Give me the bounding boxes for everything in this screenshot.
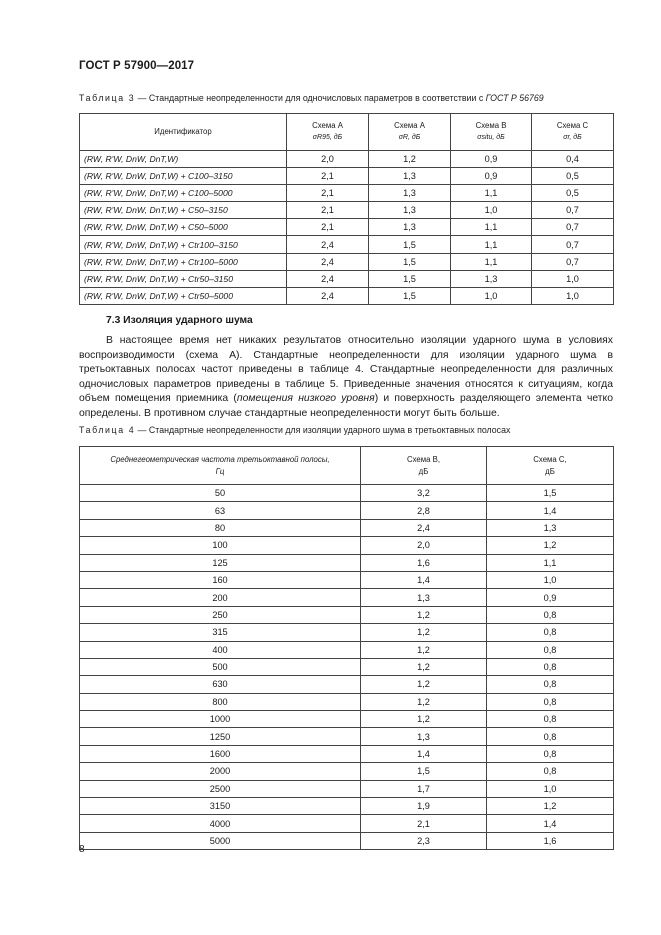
table3-caption-reference: ГОСТ Р 56769: [485, 93, 544, 103]
table3-cell-identifier: (RW, R'W, DnW, DnT,W) + Ctr50–3150: [80, 270, 287, 287]
table3-cell-identifier: (RW, R'W, DnW, DnT,W) + C100–5000: [80, 185, 287, 202]
table3-cell-a1: 2,1: [287, 202, 369, 219]
table3-cell-a1: 2,4: [287, 253, 369, 270]
table4-cell-c: 1,0: [487, 571, 614, 588]
table-row: [80, 693, 614, 710]
table-row: [80, 624, 614, 641]
table3-cell-a2: 1,3: [369, 168, 451, 185]
table3-cell-b: 1,1: [451, 185, 532, 202]
table-row: [80, 641, 614, 658]
table4-cell-f: 5000: [80, 832, 361, 849]
table4-cell-c: 1,6: [487, 832, 614, 849]
table3-header-row: [80, 114, 614, 151]
table-row: [80, 589, 614, 606]
table3-cell-b: 1,0: [451, 202, 532, 219]
table-row: [80, 151, 614, 168]
table-row: [80, 728, 614, 745]
table4-cell-b: 1,9: [361, 798, 487, 815]
table4-cell-f: 100: [80, 537, 361, 554]
table4-cell-b: 2,4: [361, 519, 487, 536]
table4-cell-f: 500: [80, 658, 361, 675]
table3-cell-a1: 2,0: [287, 151, 369, 168]
table-row: [80, 287, 614, 304]
table3-cell-a2: 1,5: [369, 253, 451, 270]
table-row: [80, 711, 614, 728]
section-title: 7.3 Изоляция ударного шума: [106, 315, 253, 326]
table3-caption-label: Таблица 3: [79, 93, 136, 103]
table4-cell-b: 2,1: [361, 815, 487, 832]
table4-cell-b: 1,2: [361, 641, 487, 658]
table3-cell-c: 0,7: [532, 236, 614, 253]
table3-cell-identifier: (RW, R'W, DnW, DnT,W) + Ctr100–3150: [80, 236, 287, 253]
table3-cell-a2: 1,3: [369, 185, 451, 202]
table4-cell-b: 1,2: [361, 624, 487, 641]
table4-cell-f: 63: [80, 502, 361, 519]
table4-cell-f: 125: [80, 554, 361, 571]
table3-cell-identifier: (RW, R'W, DnW, DnT,W) + C50–5000: [80, 219, 287, 236]
table3-cell-b: 1,1: [451, 253, 532, 270]
table4-cell-c: 0,8: [487, 658, 614, 675]
table-row: [80, 168, 614, 185]
table3-cell-a2: 1,5: [369, 287, 451, 304]
table4-cell-c: 1,2: [487, 537, 614, 554]
table-row: [80, 571, 614, 588]
table3-cell-a1: 2,4: [287, 270, 369, 287]
table4-cell-f: 80: [80, 519, 361, 536]
table-row: [80, 798, 614, 815]
table-row: [80, 745, 614, 762]
table4-cell-c: 1,2: [487, 798, 614, 815]
table4-cell-b: 1,3: [361, 728, 487, 745]
table4-cell-f: 50: [80, 485, 361, 502]
table4-cell-f: 2500: [80, 780, 361, 797]
table3-cell-b: 1,1: [451, 236, 532, 253]
table3-cell-b: 1,0: [451, 287, 532, 304]
table3-cell-b: 1,1: [451, 219, 532, 236]
table-row: [80, 519, 614, 536]
table3-cell-a2: 1,3: [369, 219, 451, 236]
table-row: [80, 219, 614, 236]
table4-cell-f: 630: [80, 676, 361, 693]
table3-cell-c: 0,5: [532, 185, 614, 202]
table-row: [80, 658, 614, 675]
table4-cell-f: 4000: [80, 815, 361, 832]
table4-header-scheme-b: Схема В, дБ: [361, 447, 487, 485]
table4-cell-b: 1,2: [361, 676, 487, 693]
table4-cell-f: 1000: [80, 711, 361, 728]
table4-cell-b: 2,3: [361, 832, 487, 849]
table4-cell-b: 1,2: [361, 693, 487, 710]
table4-cell-c: 1,4: [487, 815, 614, 832]
table-row: [80, 502, 614, 519]
table4-body: [80, 485, 614, 850]
table4-cell-c: 0,8: [487, 693, 614, 710]
table4-cell-f: 200: [80, 589, 361, 606]
table3-header-identifier: Идентификатор: [80, 114, 287, 151]
table3-cell-c: 0,7: [532, 202, 614, 219]
table4: [79, 446, 614, 850]
table4-cell-f: 400: [80, 641, 361, 658]
table4-cell-c: 0,8: [487, 624, 614, 641]
table4-cell-c: 0,8: [487, 641, 614, 658]
table-row: [80, 537, 614, 554]
table3-cell-a2: 1,3: [369, 202, 451, 219]
table-row: [80, 270, 614, 287]
table-row: [80, 202, 614, 219]
table3-cell-b: 0,9: [451, 168, 532, 185]
table4-cell-b: 1,5: [361, 763, 487, 780]
table4-cell-c: 1,1: [487, 554, 614, 571]
table-row: [80, 554, 614, 571]
table3-cell-c: 0,7: [532, 219, 614, 236]
table3-cell-a2: 1,5: [369, 270, 451, 287]
table4-cell-f: 160: [80, 571, 361, 588]
table4-caption-label: Таблица 4: [79, 425, 136, 435]
table4-cell-b: 1,4: [361, 571, 487, 588]
table3-body: [80, 151, 614, 305]
table3-cell-a1: 2,4: [287, 236, 369, 253]
table3-cell-c: 0,4: [532, 151, 614, 168]
table4-cell-f: 1250: [80, 728, 361, 745]
table4-cell-b: 2,0: [361, 537, 487, 554]
table-row: [80, 185, 614, 202]
table-row: [80, 485, 614, 502]
table4-cell-b: 1,2: [361, 658, 487, 675]
table4-cell-c: 0,8: [487, 745, 614, 762]
table3-cell-c: 0,5: [532, 168, 614, 185]
table3-cell-identifier: (RW, R'W, DnW, DnT,W) + Ctr100–5000: [80, 253, 287, 270]
table3-cell-a1: 2,1: [287, 185, 369, 202]
table4-cell-b: 1,3: [361, 589, 487, 606]
table3-cell-identifier: (RW, R'W, DnW, DnT,W): [80, 151, 287, 168]
table4-caption-text: — Стандартные неопределенности для изоляции ударного шума в третьоктавных полосах: [135, 425, 511, 435]
table4-cell-f: 1600: [80, 745, 361, 762]
table4-cell-c: 0,8: [487, 676, 614, 693]
table4-cell-c: 1,3: [487, 519, 614, 536]
table3-header-scheme-b: Схема В σsitu, дБ: [451, 114, 532, 151]
table-row: [80, 763, 614, 780]
table-row: [80, 832, 614, 849]
table4-cell-c: 0,8: [487, 711, 614, 728]
table3-caption: [79, 93, 544, 103]
table4-cell-f: 315: [80, 624, 361, 641]
table4-cell-c: 1,4: [487, 502, 614, 519]
table3-cell-c: 1,0: [532, 287, 614, 304]
table4-cell-f: 2000: [80, 763, 361, 780]
table4-cell-b: 1,7: [361, 780, 487, 797]
table-row: [80, 676, 614, 693]
table4-cell-f: 3150: [80, 798, 361, 815]
table4-header-frequency: Среднегеометрическая частота третьоктавной полосы, Гц: [80, 447, 361, 485]
table-row: [80, 815, 614, 832]
table4-cell-b: 3,2: [361, 485, 487, 502]
table3-cell-b: 1,3: [451, 270, 532, 287]
table3-cell-a2: 1,5: [369, 236, 451, 253]
table-row: [80, 236, 614, 253]
table-row: [80, 606, 614, 623]
table4-cell-f: 250: [80, 606, 361, 623]
table3-caption-text: — Стандартные неопределенности для одночисловых параметров в соответствии с: [135, 93, 486, 103]
table3-cell-a1: 2,4: [287, 287, 369, 304]
table3-cell-a1: 2,1: [287, 219, 369, 236]
table4-cell-b: 1,4: [361, 745, 487, 762]
table4-cell-b: 1,2: [361, 711, 487, 728]
table3-cell-c: 0,7: [532, 253, 614, 270]
table4-header-row: [80, 447, 614, 485]
page-number: 8: [79, 844, 85, 855]
italic-term: помещения низкого уровня: [236, 393, 375, 405]
table3: [79, 113, 614, 305]
table3-header-scheme-c: Схема С σr, дБ: [532, 114, 614, 151]
table-row: [80, 253, 614, 270]
table4-cell-c: 0,9: [487, 589, 614, 606]
section-paragraph: В настоящее время нет никаких результатов относительно изоляции ударного шума в условиях воспроизводимости (схема А). Стандартные неопределенности для изоляции ударного шума в третьоктавных полосах частот приведены в таблице 4. Стандартные неопределенности для различных одночисловых параметров приведены в таблице 5. Приведенные значения относятся к ситуациям, когда объем помещения приемника (помещения низкого уровня) и поверхность разделяющего элемента четко определены. В противном случае стандартные неопределенности могут быть больше.: [79, 335, 613, 419]
table4-cell-b: 1,2: [361, 606, 487, 623]
table4-cell-b: 1,6: [361, 554, 487, 571]
table3-cell-identifier: (RW, R'W, DnW, DnT,W) + C50–3150: [80, 202, 287, 219]
table4-cell-c: 0,8: [487, 728, 614, 745]
table4-header-scheme-c: Схема С, дБ: [487, 447, 614, 485]
table4-cell-f: 800: [80, 693, 361, 710]
table3-cell-b: 0,9: [451, 151, 532, 168]
table4-caption: [79, 425, 510, 435]
table3-header-scheme-a-r: Схема А σR, дБ: [369, 114, 451, 151]
table4-cell-c: 1,5: [487, 485, 614, 502]
table4-cell-b: 2,8: [361, 502, 487, 519]
table4-cell-c: 0,8: [487, 763, 614, 780]
table3-cell-identifier: (RW, R'W, DnW, DnT,W) + Ctr50–5000: [80, 287, 287, 304]
table-row: [80, 780, 614, 797]
table3-cell-a2: 1,2: [369, 151, 451, 168]
table4-cell-c: 1,0: [487, 780, 614, 797]
table3-header-scheme-a-r95: Схема А σR95, дБ: [287, 114, 369, 151]
table3-cell-a1: 2,1: [287, 168, 369, 185]
table4-cell-c: 0,8: [487, 606, 614, 623]
document-header: ГОСТ Р 57900—2017: [79, 60, 195, 72]
table3-cell-identifier: (RW, R'W, DnW, DnT,W) + C100–3150: [80, 168, 287, 185]
table3-cell-c: 1,0: [532, 270, 614, 287]
